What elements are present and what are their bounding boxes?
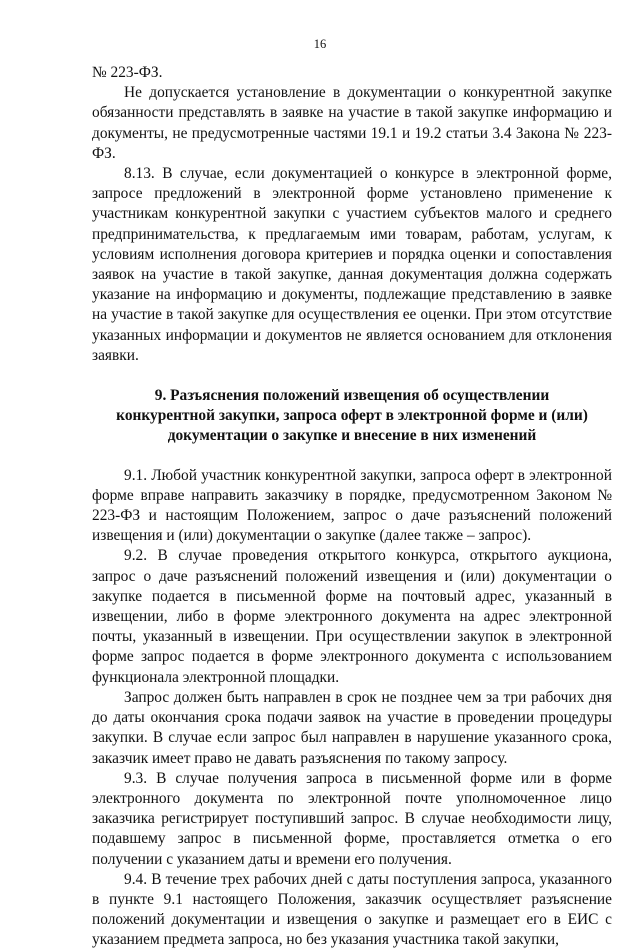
page-number: 16 <box>313 37 327 51</box>
paragraph: 9.3. В случае получения запроса в письменной форме или в форме электронного документа по электронной почте уполномоченное лицо заказчика регистрирует поступивший запрос. В случае необходимости лицу, подавшему запрос в письменной форме, проставляется отметка о его получении с указанием даты и времени его получения. <box>92 769 612 868</box>
paragraph: 9.2. В случае проведения открытого конкурса, открытого аукциона, запрос о даче разъяснений положений извещения и (или) документации о закупке подается в письменной форме на почтовый адрес, указанный в извещении, либо в форме электронного документа на адрес электронной почты, указанный в извещении. При осуществлении закупок в электронной форме запрос подается в форме электронного документа с использованием функционала электронной площадки. <box>92 547 612 686</box>
paragraph: 8.13. В случае, если документацией о конкурсе в электронной форме, запросе предложений в электронной форме установлено применение к участникам конкурентной закупки с участием субъектов малого и среднего предпринимательства, к предлагаемым ими товарам, работам, услугам, к условиям исполнения договора критериев и порядка оценки и сопоставления заявок на участие в такой закупке, данная документация должна содержать указание на информацию и документы, подлежащие представлению в заявке на участие в такой закупке для осуществления ее оценки. При этом отсутствие указанных информации и документов не является основанием для отклонения заявки. <box>92 165 612 364</box>
paragraph: 9.4. В течение трех рабочих дней с даты поступления запроса, указанного в пункте 9.1 настоящего Положения, заказчик осуществляет разъяснение положений документации и извещения о закупке и размещает его в ЕИС с указанием предмета запроса, но без указания участника такой закупки, <box>92 870 612 949</box>
paragraph: № 223-ФЗ. <box>92 64 163 81</box>
section-heading: 9. Разъяснения положений извещения об осуществлении конкурентной закупки, запроса оферт в электронной форме и (или) документации о закупке и внесение в них изменений <box>116 387 588 445</box>
document-body <box>92 63 612 951</box>
paragraph: Не допускается установление в документации о конкурентной закупке обязанности представлять в заявке на участие в такой закупке информацию и документы, не предусмотренные частями 19.1 и 19.2 статьи 3.4 Закона № 223-ФЗ. <box>92 84 612 162</box>
paragraph: 9.1. Любой участник конкурентной закупки, запроса оферт в электронной форме вправе направить заказчику в порядке, предусмотренном Законом № 223-ФЗ и настоящим Положением, запрос о даче разъяснений положений извещения и (или) документации о закупке (далее также – запрос). <box>92 466 612 545</box>
paragraph: Запрос должен быть направлен в срок не позднее чем за три рабочих дня до даты окончания срока подачи заявок на участие в проведении процедуры закупки. В случае если запрос был направлен в нарушение указанного срока, заказчик имеет право не давать разъяснения по такому запросу. <box>92 688 612 767</box>
